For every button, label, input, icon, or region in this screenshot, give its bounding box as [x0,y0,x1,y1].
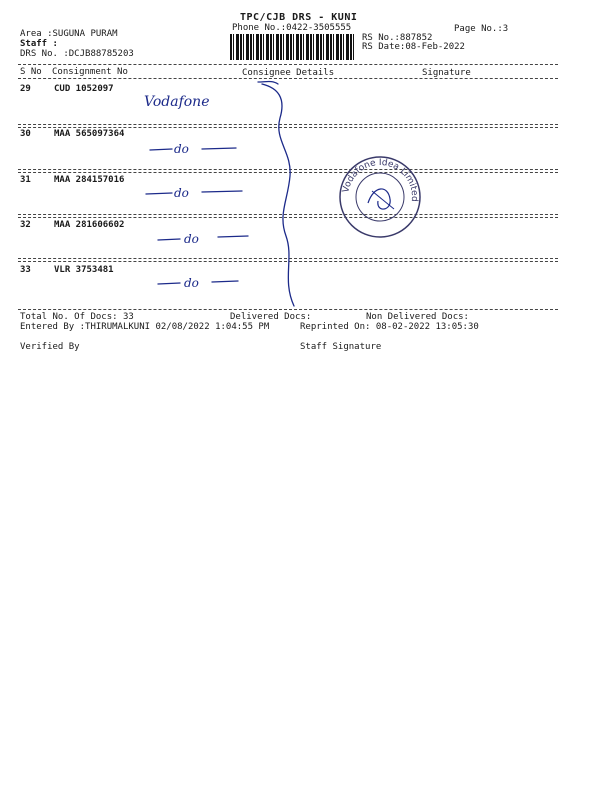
staff-signature: Staff Signature [300,342,382,352]
dash-stroke [202,148,236,149]
row-consignment: MAA 281606602 [54,220,125,230]
reprinted-on: Reprinted On: 08-02-2022 13:05:30 [300,322,479,332]
area-label: Area :SUGUNA PURAM [20,29,118,39]
dash-stroke [212,281,238,282]
signature-bracket-top [258,82,278,85]
non-delivered-docs: Non Delivered Docs: [366,312,469,322]
row-sno: 33 [20,265,31,275]
verified-by: Verified By [20,342,80,352]
dash-stroke [158,239,180,240]
dash-stroke [218,236,248,237]
rs-date: RS Date:08-Feb-2022 [362,42,465,52]
handwritten-text: do [174,186,189,200]
handwritten-text: Vodafone [144,94,210,110]
staff-label: Staff : [20,39,58,49]
phone-number: Phone No.:0422-3505555 [232,23,352,33]
column-header-signature: Signature [422,68,471,78]
handwritten-text: do [184,276,199,290]
row-sno: 31 [20,175,31,185]
company-stamp [338,155,422,239]
stamp-text: Vodafone Idea Limited [341,157,420,202]
dash-stroke [158,283,180,284]
entered-by: Entered By :THIRUMALKUNI 02/08/2022 1:04:55 PM [20,322,270,332]
drs-number: DRS No. :DCJB88785203 [20,49,134,59]
rs-number: RS No.:887852 [362,33,433,43]
row-sno: 32 [20,220,31,230]
column-header-consignment: Consignment No [52,67,128,77]
column-header-sno: S No [20,67,42,77]
page-number: Page No.:3 [454,24,509,34]
document-title: TPC/CJB DRS - KUNI [240,12,358,23]
row-consignment: CUD 1052097 [54,84,114,94]
dash-stroke [146,193,172,194]
row-consignment: MAA 284157016 [54,175,125,185]
column-header-consignee: Consignee Details [242,68,335,78]
dash-stroke [202,191,242,192]
signature-bracket [262,84,294,306]
handwritten-text: do [174,142,189,156]
delivered-docs: Delivered Docs: [230,312,312,322]
row-consignment: VLR 3753481 [54,265,114,275]
row-sno: 30 [20,129,31,139]
row-consignment: MAA 565097364 [54,129,125,139]
dash-stroke [150,149,172,150]
handwritten-text: do [184,232,199,246]
row-sno: 29 [20,84,31,94]
total-docs: Total No. Of Docs: 33 [20,312,134,322]
svg-text:Vodafone Idea Limited [341,158,419,202]
